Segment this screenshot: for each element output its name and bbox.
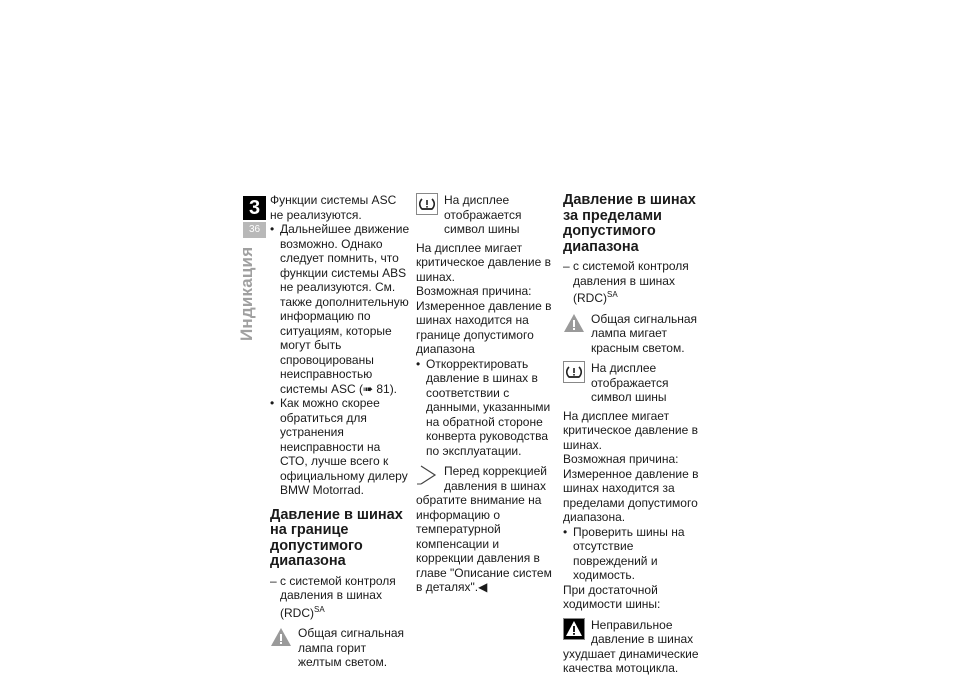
chapter-tab: 3: [243, 196, 266, 220]
column-2: [416, 193, 556, 599]
chapter-title: Индикация: [237, 246, 256, 341]
danger-triangle-icon: [563, 618, 585, 640]
warning-text: Общая сигнальная лампа горит желтым светом.: [298, 626, 405, 669]
note-triangle-icon: [416, 464, 438, 486]
danger-text: Неправильное давление в шинах ухудшает динамические качества мотоцикла.: [563, 617, 699, 675]
equipment-note: [563, 259, 703, 306]
cause-text: Измеренное давление в шинах находится за пределами допустимого диапазона.: [563, 466, 699, 524]
column-3: [563, 193, 703, 680]
warning-triangle-icon: [563, 312, 585, 334]
equipment-sup: SA: [607, 290, 618, 299]
tire-symbol-text: На дисплее отображается символ шины: [444, 193, 522, 236]
warning-triangle-icon: [270, 626, 292, 648]
bullet-item: • Дальнейшее движение возможно. Однако следует помнить, что функции системы ABS не реализуются. См. также дополнительную информацию по ситуациям, которые могут быть спровоцированы неисправностью системы ASC (➠ 81).: [270, 222, 410, 396]
note-block: [416, 464, 556, 595]
bullet-item: • Проверить шины на отсутствие повреждений и ходимость.: [563, 525, 703, 583]
section-heading: Давление в шинах за пределами допустимого диапазона: [563, 192, 696, 255]
tire-symbol-row: [563, 361, 703, 405]
flash-text: На дисплее мигает критическое давление в шинах.: [416, 240, 551, 284]
section-heading: Давление в шинах на границе допустимого диапазона: [270, 506, 403, 569]
tire-symbol-text: На дисплее отображается символ шины: [591, 361, 669, 404]
intro-text: Функции системы ASC не реализуются.: [270, 193, 397, 222]
danger-block: [563, 618, 703, 676]
tire-pressure-icon: [563, 361, 585, 383]
column-1: [270, 193, 410, 674]
equipment-text: с системой контроля давления в шинах (RDC): [573, 259, 689, 305]
page-number: 36: [243, 222, 266, 238]
equipment-text: с системой контроля давления в шинах (RDC): [280, 573, 396, 620]
bullet-item: • Как можно скорее обратиться для устранения неисправности на СТО, лучше всего к официальному дилеру BMW Motorrad.: [270, 396, 410, 498]
cause-label: Возможная причина:: [416, 284, 532, 298]
bullet-item: • Откорректировать давление в шинах в соответствии с данными, указанными на обратной стороне конверта руководства по эксплуатации.: [416, 357, 556, 459]
warning-row: [563, 312, 703, 356]
warning-text: Общая сигнальная лампа мигает красным светом.: [591, 311, 698, 355]
note-text: Перед коррекцией давления в шинах обратите внимание на информацию о температурной компенсации и коррекции давления в главе "Описание систем в деталях".◀: [416, 464, 552, 594]
tire-pressure-icon: [416, 193, 438, 215]
equipment-note: [270, 574, 410, 621]
cause-text: Измеренное давление в шинах находится на границе допустимого диапазона: [416, 298, 552, 356]
drivable-text: При достаточной ходимости шины:: [563, 582, 661, 611]
flash-text: На дисплее мигает критическое давление в шинах.: [563, 408, 698, 452]
tire-symbol-row: [416, 193, 556, 237]
equipment-sup: SA: [314, 604, 325, 614]
cause-label: Возможная причина:: [563, 452, 679, 466]
warning-row: [270, 626, 410, 670]
